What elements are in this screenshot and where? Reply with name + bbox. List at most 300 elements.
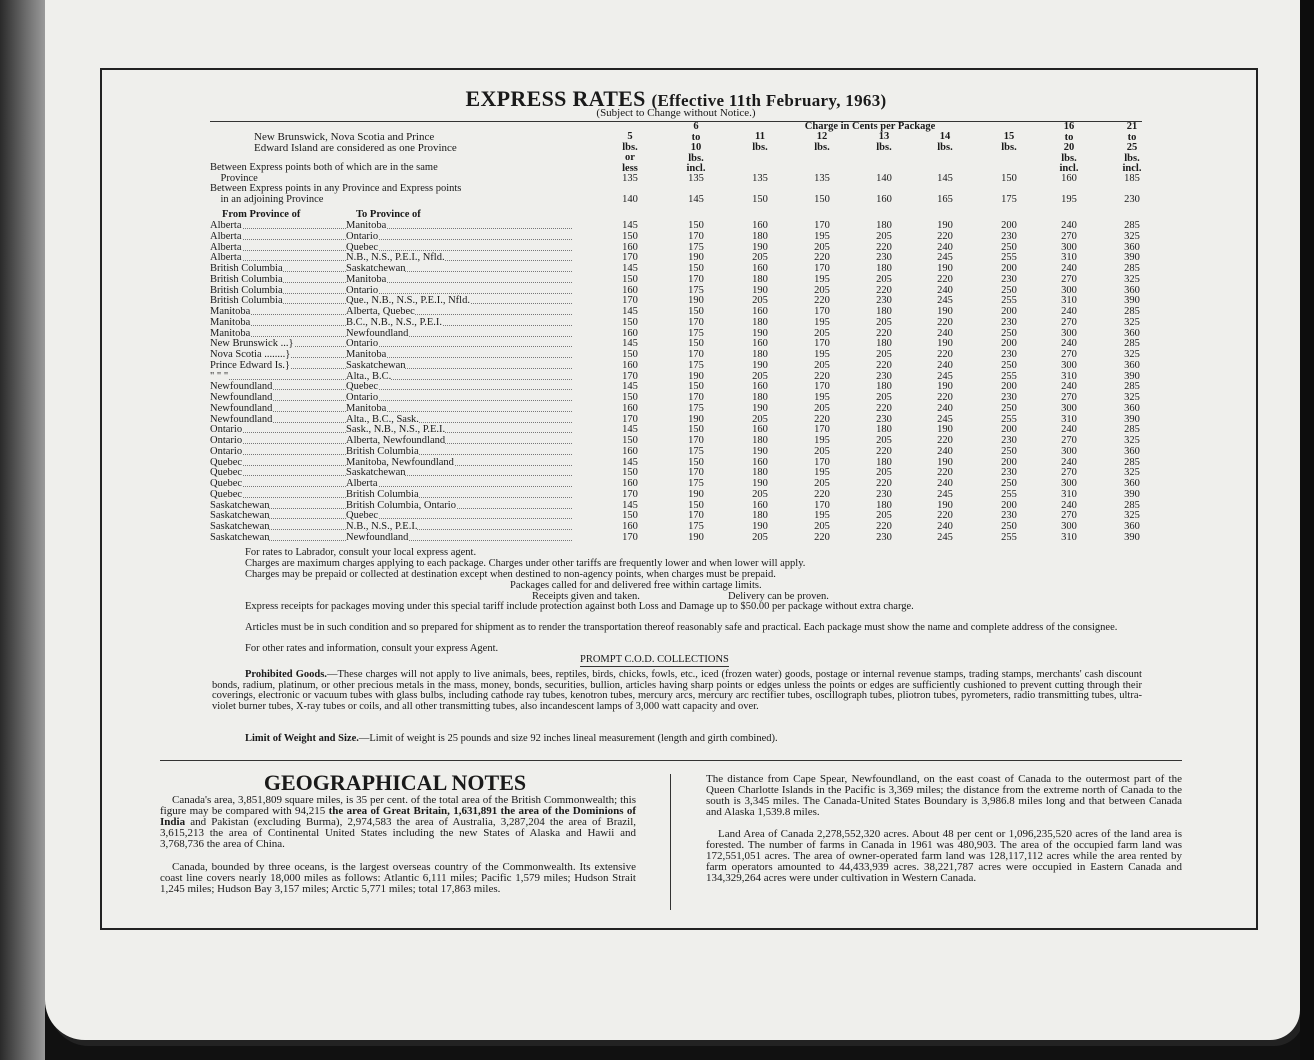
rate-cell: 170 — [688, 273, 704, 285]
rate-cell: 195 — [814, 316, 830, 328]
rate-cell: 360 — [1124, 445, 1140, 457]
rate-cell: 240 — [1061, 338, 1077, 350]
rate-cell: 325 — [1124, 230, 1140, 242]
rate-cell: 250 — [1001, 241, 1017, 253]
rate-cell: 205 — [876, 510, 892, 522]
rate-cell: 220 — [876, 402, 892, 414]
from-province: Alberta — [210, 252, 242, 264]
rate-cell: 190 — [752, 327, 768, 339]
rate-cell: 170 — [688, 349, 704, 360]
general-rate-cell: 135 — [688, 173, 704, 184]
rate-cell: 220 — [814, 488, 830, 500]
rate-cell: 300 — [1061, 445, 1077, 457]
general-row-label: Between Express points both of which are in the same Province — [210, 162, 438, 184]
rate-cell: 245 — [937, 531, 953, 543]
rate-cell: 360 — [1124, 478, 1140, 489]
to-province: Quebec — [346, 381, 379, 393]
rate-cell: 150 — [622, 273, 638, 285]
rate-cell: 240 — [1061, 456, 1077, 468]
to-province: Ontario — [346, 338, 379, 350]
rate-cell: 220 — [876, 478, 892, 489]
rate-cell: 200 — [1001, 456, 1017, 468]
rate-cell: 205 — [814, 241, 830, 253]
rate-cell: 255 — [1001, 370, 1017, 382]
rate-cell: 390 — [1124, 488, 1140, 500]
rate-cell: 170 — [688, 392, 704, 403]
rate-cell: 190 — [937, 499, 953, 511]
rate-cell: 150 — [622, 349, 638, 360]
rate-cell: 190 — [937, 220, 953, 231]
to-province: Sask., N.B., N.S., P.E.I. — [346, 424, 446, 436]
section-rule — [160, 760, 1182, 761]
table-row — [210, 361, 1150, 372]
general-row-label: Between Express points in any Province and Express points in an adjoining Province — [210, 183, 462, 205]
limit-text: —Limit of weight is 25 pounds and size 92 inches lineal measurement (length and girth combined). — [358, 733, 778, 744]
rate-cell: 270 — [1061, 510, 1077, 522]
rate-cell: 205 — [752, 252, 768, 264]
rate-cell: 325 — [1124, 510, 1140, 522]
column-header: 21 to 25 lbs. incl. — [1122, 121, 1142, 174]
rate-cell: 160 — [622, 402, 638, 414]
from-province: " " " — [210, 370, 229, 382]
geo-left-p1-c: and Pakistan (excluding Burma), 2,974,583 the area of Australia, 3,287,204 the area of Brazil, 3,615,213 the area of Continental United States including the new States of Alaska and Hawii and 3,768,736 the area of China. — [160, 815, 636, 850]
rate-cell: 170 — [688, 316, 704, 328]
from-province: Saskatchewan — [210, 521, 270, 532]
rate-cell: 190 — [752, 241, 768, 253]
from-province: Newfoundland — [210, 392, 273, 403]
rate-cell: 150 — [688, 263, 704, 274]
rate-cell: 285 — [1124, 456, 1140, 468]
rate-cell: 270 — [1061, 230, 1077, 242]
rate-cell: 300 — [1061, 402, 1077, 414]
general-rate-cell: 185 — [1124, 173, 1140, 184]
rate-cell: 360 — [1124, 327, 1140, 339]
rate-cell: 190 — [752, 284, 768, 296]
to-province: Alberta — [346, 478, 378, 489]
note-delivery: Delivery can be proven. — [728, 591, 829, 602]
rate-cell: 190 — [688, 295, 704, 307]
to-province: Manitoba — [346, 220, 387, 231]
rate-cell: 270 — [1061, 467, 1077, 479]
rate-cell: 220 — [814, 370, 830, 382]
rate-cell: 230 — [1001, 230, 1017, 242]
rate-cell: 360 — [1124, 241, 1140, 253]
rate-cell: 160 — [752, 424, 768, 436]
rate-cell: 285 — [1124, 220, 1140, 231]
from-province: Prince Edward Is.} — [210, 359, 290, 371]
rate-cell: 170 — [814, 220, 830, 231]
column-header: 11 lbs. — [752, 131, 768, 153]
geo-divider — [670, 774, 671, 910]
rate-cell: 205 — [876, 273, 892, 285]
rate-cell: 300 — [1061, 327, 1077, 339]
rate-cell: 175 — [688, 521, 704, 532]
rate-cell: 175 — [688, 445, 704, 457]
rate-cell: 160 — [622, 327, 638, 339]
rate-cell: 310 — [1061, 295, 1077, 307]
rate-cell: 205 — [814, 359, 830, 371]
rate-cell: 170 — [814, 456, 830, 468]
rate-cell: 160 — [622, 521, 638, 532]
table-row — [210, 318, 1150, 329]
rate-cell: 180 — [876, 263, 892, 274]
rate-cell: 190 — [688, 488, 704, 500]
rate-cell: 205 — [876, 230, 892, 242]
from-province: Quebec — [210, 456, 243, 468]
page-edge — [1300, 0, 1314, 1060]
rate-cell: 220 — [937, 230, 953, 242]
rate-cell: 325 — [1124, 392, 1140, 403]
to-province: Alta., B.C., Sask. — [346, 413, 419, 425]
general-rate-cell: 145 — [688, 194, 704, 205]
rate-cell: 180 — [876, 424, 892, 436]
rate-cell: 175 — [688, 327, 704, 339]
rate-cell: 205 — [876, 316, 892, 328]
rate-cell: 170 — [814, 306, 830, 317]
to-province: British Columbia — [346, 488, 419, 500]
rate-cell: 205 — [752, 295, 768, 307]
rate-cell: 200 — [1001, 424, 1017, 436]
to-province: Manitoba — [346, 402, 387, 414]
rate-cell: 200 — [1001, 338, 1017, 350]
rate-cell: 230 — [876, 295, 892, 307]
rate-cell: 255 — [1001, 488, 1017, 500]
rate-cell: 175 — [688, 402, 704, 414]
rate-cell: 325 — [1124, 316, 1140, 328]
rate-cell: 190 — [688, 252, 704, 264]
rate-cell: 285 — [1124, 263, 1140, 274]
rate-cell: 205 — [752, 413, 768, 425]
rate-cell: 240 — [1061, 499, 1077, 511]
rate-cell: 145 — [622, 424, 638, 436]
to-province: N.B., N.S., P.E.I. — [346, 521, 418, 532]
rate-cell: 170 — [814, 424, 830, 436]
limit-label: Limit of Weight and Size. — [245, 733, 359, 744]
cod-heading: PROMPT C.O.D. COLLECTIONS — [580, 654, 729, 665]
rate-cell: 150 — [688, 220, 704, 231]
column-header: 12 lbs. — [814, 131, 830, 153]
to-province: Que., N.B., N.S., P.E.I., Nfld. — [346, 295, 470, 307]
rate-cell: 255 — [1001, 413, 1017, 425]
rate-cell: 205 — [752, 531, 768, 543]
rate-cell: 170 — [622, 295, 638, 307]
rate-cell: 390 — [1124, 252, 1140, 264]
rate-cell: 160 — [752, 456, 768, 468]
rate-cell: 300 — [1061, 359, 1077, 371]
rate-cell: 220 — [937, 435, 953, 446]
rate-cell: 150 — [622, 510, 638, 522]
rate-cell: 160 — [752, 263, 768, 274]
geo-left-p1-b: the area of Great Britain, 1,631,891 the area of the Dominions of India — [160, 804, 636, 828]
from-province: British Columbia — [210, 263, 283, 274]
from-province: Saskatchewan — [210, 531, 270, 543]
rate-cell: 205 — [876, 467, 892, 479]
charge-caption: Charge in Cents per Package — [804, 121, 936, 132]
column-header: 6 to 10 lbs. incl. — [686, 121, 706, 174]
rate-cell: 170 — [688, 467, 704, 479]
to-header: To Province of — [356, 209, 421, 220]
rate-cell: 285 — [1124, 306, 1140, 317]
note-maximum: Charges are maximum charges applying to each package. Charges under other tariffs are frequently lower and when lower will apply. — [245, 558, 806, 569]
from-province: Ontario — [210, 445, 243, 457]
rate-cell: 170 — [814, 381, 830, 393]
rate-cell: 180 — [876, 220, 892, 231]
rate-cell: 285 — [1124, 499, 1140, 511]
from-province: Alberta — [210, 241, 242, 253]
rate-cell: 205 — [876, 392, 892, 403]
table-row — [210, 404, 1150, 415]
table-row — [210, 447, 1150, 458]
rate-cell: 310 — [1061, 370, 1077, 382]
to-province: Quebec — [346, 510, 379, 522]
rate-cell: 180 — [876, 381, 892, 393]
rate-cell: 310 — [1061, 413, 1077, 425]
rate-cell: 190 — [752, 445, 768, 457]
rate-cell: 270 — [1061, 435, 1077, 446]
dot-leader — [210, 250, 572, 251]
rate-cell: 190 — [752, 521, 768, 532]
rate-cell: 255 — [1001, 295, 1017, 307]
rate-cell: 270 — [1061, 273, 1077, 285]
column-header: 15 lbs. — [1001, 131, 1017, 153]
note-labrador: For rates to Labrador, consult your local express agent. — [245, 547, 477, 558]
rate-cell: 230 — [1001, 273, 1017, 285]
rate-cell: 240 — [1061, 381, 1077, 393]
rate-cell: 220 — [876, 284, 892, 296]
rate-cell: 230 — [1001, 316, 1017, 328]
title-main: EXPRESS RATES — [465, 86, 646, 111]
rate-cell: 170 — [688, 435, 704, 446]
general-rate-cell: 150 — [814, 194, 830, 205]
from-province: Newfoundland — [210, 402, 273, 414]
to-province: Manitoba, Newfoundland — [346, 456, 454, 468]
rate-cell: 175 — [688, 284, 704, 296]
from-province: Quebec — [210, 467, 243, 479]
rate-cell: 200 — [1001, 263, 1017, 274]
rate-cell: 145 — [622, 220, 638, 231]
rate-cell: 205 — [814, 284, 830, 296]
from-province: British Columbia — [210, 295, 283, 307]
rate-cell: 180 — [752, 467, 768, 479]
rate-cell: 300 — [1061, 521, 1077, 532]
rate-cell: 150 — [688, 499, 704, 511]
rate-cell: 190 — [688, 531, 704, 543]
rate-cell: 245 — [937, 252, 953, 264]
general-rate-cell: 135 — [814, 173, 830, 184]
to-province: Saskatchewan — [346, 263, 406, 274]
rate-cell: 190 — [688, 370, 704, 382]
rate-cell: 205 — [814, 521, 830, 532]
from-province: Quebec — [210, 478, 243, 489]
rate-cell: 360 — [1124, 402, 1140, 414]
rate-cell: 190 — [937, 424, 953, 436]
from-province: British Columbia — [210, 284, 283, 296]
rate-cell: 175 — [688, 478, 704, 489]
rate-cell: 230 — [876, 531, 892, 543]
rate-cell: 180 — [876, 499, 892, 511]
rate-cell: 230 — [876, 370, 892, 382]
general-rate-cell: 135 — [622, 173, 638, 184]
note-receipts: Receipts given and taken. — [532, 591, 640, 602]
rate-cell: 195 — [814, 349, 830, 360]
rate-cell: 205 — [814, 327, 830, 339]
rate-cell: 250 — [1001, 478, 1017, 489]
rate-cell: 205 — [814, 478, 830, 489]
rate-cell: 170 — [622, 413, 638, 425]
rate-cell: 195 — [814, 273, 830, 285]
rate-cell: 190 — [752, 359, 768, 371]
rate-cell: 205 — [876, 349, 892, 360]
rate-cell: 390 — [1124, 295, 1140, 307]
to-province: Quebec — [346, 241, 379, 253]
geo-right-p1: The distance from Cape Spear, Newfoundland, on the east coast of Canada to the outermost part of the Queen Charlotte Islands in the Pacific is 3,369 miles; the distance from the extreme north of Canada to the south is 3,345 miles. The Canada-United States Boundary is 3,986.8 miles long and that between Canada and Alaska 1,539.8 miles. — [706, 773, 1182, 818]
rate-cell: 390 — [1124, 531, 1140, 543]
to-province: Alberta, Quebec — [346, 306, 415, 317]
rate-cell: 220 — [937, 273, 953, 285]
to-province: B.C., N.B., N.S., P.E.I. — [346, 316, 442, 328]
rate-cell: 150 — [688, 456, 704, 468]
rate-cell: 360 — [1124, 284, 1140, 296]
note-packages: Packages called for and delivered free within cartage limits. — [510, 580, 762, 591]
geo-left-p1 — [160, 795, 636, 850]
title-effective: (Effective 11th February, 1963) — [651, 91, 887, 110]
table-row — [210, 275, 1150, 286]
rate-cell: 145 — [622, 338, 638, 350]
rate-cell: 220 — [937, 392, 953, 403]
rate-cell: 285 — [1124, 424, 1140, 436]
rate-cell: 170 — [622, 370, 638, 382]
rate-cell: 150 — [622, 392, 638, 403]
general-rate-cell: 140 — [876, 173, 892, 184]
rate-cell: 325 — [1124, 467, 1140, 479]
rate-cell: 250 — [1001, 327, 1017, 339]
intro-note: New Brunswick, Nova Scotia and Prince Edward Island are considered as one Province — [254, 131, 457, 154]
general-rate-cell: 230 — [1124, 194, 1140, 205]
rate-cell: 220 — [937, 316, 953, 328]
binding-shadow — [0, 0, 45, 1060]
rate-cell: 150 — [622, 230, 638, 242]
rate-cell: 220 — [876, 327, 892, 339]
rate-cell: 240 — [937, 327, 953, 339]
rate-cell: 360 — [1124, 359, 1140, 371]
rate-cell: 150 — [688, 306, 704, 317]
general-rate-cell: 135 — [752, 173, 768, 184]
from-province: Quebec — [210, 488, 243, 500]
rate-cell: 170 — [622, 252, 638, 264]
rate-cell: 170 — [622, 488, 638, 500]
to-province: British Columbia, Ontario — [346, 499, 456, 511]
rate-cell: 150 — [622, 316, 638, 328]
note-protection: Express receipts for packages moving under this special tariff include protection against both Loss and Damage up to $50.00 per package without extra charge. — [245, 601, 914, 612]
rate-cell: 200 — [1001, 381, 1017, 393]
rate-cell: 180 — [752, 230, 768, 242]
rate-cell: 230 — [1001, 435, 1017, 446]
rate-cell: 170 — [814, 338, 830, 350]
rate-cell: 245 — [937, 370, 953, 382]
geo-right-p2: Land Area of Canada 2,278,552,320 acres. About 48 per cent or 1,096,235,520 acres of the land area is forested. The number of farms in Canada in 1961 was 480,903. The area of the occupied farm land was 172,551,051 acres. The area of owner-operated farm land was 128,117,112 acres while the area rented by farm operators amounted to 44,433,939 acres. 38,221,787 acres were occupied in Eastern Canada and 134,329,264 acres were under cultivation in Western Canada. — [706, 828, 1182, 884]
prohibited-goods — [212, 670, 1142, 712]
rate-cell: 360 — [1124, 521, 1140, 532]
rate-cell: 160 — [752, 306, 768, 317]
rate-cell: 190 — [688, 413, 704, 425]
rate-cell: 160 — [622, 478, 638, 489]
rate-cell: 170 — [814, 499, 830, 511]
rate-cell: 150 — [622, 435, 638, 446]
rate-cell: 180 — [752, 392, 768, 403]
rate-cell: 250 — [1001, 445, 1017, 457]
rate-cell: 180 — [752, 349, 768, 360]
rate-cell: 240 — [1061, 220, 1077, 231]
rate-cell: 240 — [937, 284, 953, 296]
rate-cell: 240 — [937, 359, 953, 371]
limit-weight — [245, 734, 778, 745]
rate-cell: 190 — [937, 263, 953, 274]
rate-cell: 255 — [1001, 531, 1017, 543]
rate-cell: 160 — [752, 381, 768, 393]
rate-cell: 220 — [876, 445, 892, 457]
rate-cell: 190 — [752, 478, 768, 489]
rate-cell: 245 — [937, 413, 953, 425]
general-rate-cell: 140 — [622, 194, 638, 205]
rate-cell: 160 — [622, 284, 638, 296]
rate-cell: 160 — [752, 220, 768, 231]
from-province: Alberta — [210, 230, 242, 242]
rate-cell: 230 — [876, 413, 892, 425]
from-province: British Columbia — [210, 273, 283, 285]
rate-cell: 170 — [814, 263, 830, 274]
rate-cell: 205 — [752, 370, 768, 382]
rate-cell: 180 — [752, 435, 768, 446]
from-province: Manitoba — [210, 327, 251, 339]
rate-cell: 190 — [937, 456, 953, 468]
geo-left-p2: Canada, bounded by three oceans, is the largest overseas country of the Commonwealth. Its extensive coast line covers nearly 18,000 miles as follows: Atlantic 6,111 miles; Pacific 1,579 miles; Hudson Strait 1,245 miles; Hudson Bay 3,157 miles; Arctic 5,771 miles; total 17,863 miles. — [160, 861, 636, 895]
to-province: Ontario — [346, 392, 379, 403]
to-province: Manitoba — [346, 349, 387, 360]
to-province: Manitoba — [346, 273, 387, 285]
table-row — [210, 232, 1150, 243]
rate-cell: 325 — [1124, 273, 1140, 285]
rate-cell: 175 — [688, 359, 704, 371]
rate-cell: 390 — [1124, 413, 1140, 425]
rate-cell: 150 — [622, 467, 638, 479]
rate-cell: 230 — [876, 252, 892, 264]
rate-cell: 300 — [1061, 478, 1077, 489]
from-province: Newfoundland — [210, 381, 273, 393]
rate-cell: 180 — [876, 306, 892, 317]
rate-cell: 175 — [688, 241, 704, 253]
rate-cell: 245 — [937, 295, 953, 307]
rate-cell: 285 — [1124, 338, 1140, 350]
rate-cell: 230 — [1001, 349, 1017, 360]
rate-cell: 145 — [622, 499, 638, 511]
rate-cell: 200 — [1001, 306, 1017, 317]
subtitle: (Subject to Change without Notice.) — [596, 107, 756, 119]
to-province: Alta., B.C. — [346, 370, 392, 382]
rate-cell: 150 — [688, 381, 704, 393]
rate-cell: 160 — [752, 499, 768, 511]
to-province: N.B., N.S., P.E.I., Nfld. — [346, 252, 445, 264]
rate-cell: 285 — [1124, 381, 1140, 393]
to-province: British Columbia — [346, 445, 419, 457]
rate-cell: 220 — [814, 295, 830, 307]
to-province: Saskatchewan — [346, 467, 406, 479]
rate-cell: 190 — [752, 402, 768, 414]
rate-cell: 180 — [876, 456, 892, 468]
prohibited-label: Prohibited Goods. — [245, 669, 327, 680]
rate-cell: 160 — [622, 359, 638, 371]
general-rate-cell: 145 — [937, 173, 953, 184]
to-province: Newfoundland — [346, 327, 409, 339]
